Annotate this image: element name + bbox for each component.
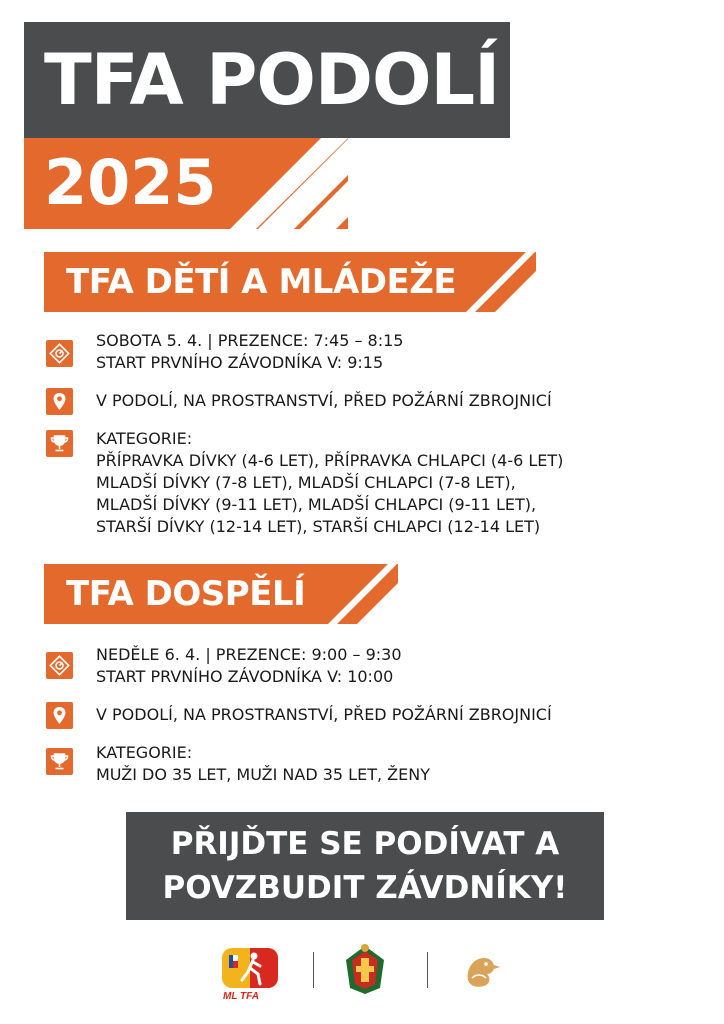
event-year: 2025 <box>44 146 217 219</box>
trophy-icon <box>46 430 73 457</box>
youth-category-line: PŘÍPRAVKA DÍVKY (4-6 LET), PŘÍPRAVKA CHLAPCI (4-6 LET) <box>96 451 564 470</box>
footer-divider <box>427 952 428 988</box>
footer-divider <box>313 952 314 988</box>
youth-categories-label: KATEGORIE: <box>96 429 193 448</box>
youth-category-line: MLADŠÍ DÍVKY (7-8 LET), MLADŠÍ CHLAPCI (7-8 LET), <box>96 473 516 492</box>
cta-line-1: PŘIJĎTE SE PODÍVAT A <box>170 826 560 862</box>
youth-category-line: STARŠÍ DÍVKY (12-14 LET), STARŠÍ CHLAPCI (12-14 LET) <box>96 517 541 536</box>
youth-schedule <box>96 330 403 374</box>
trophy-icon <box>46 748 73 775</box>
cta-line-2: POVZBUDIT ZÁVDNÍKY! <box>162 870 568 906</box>
map-pin-icon <box>46 702 73 729</box>
fire-brigade-emblem <box>340 942 390 996</box>
adults-category-line: MUŽI DO 35 LET, MUŽI NAD 35 LET, ŽENY <box>96 765 430 784</box>
adults-location: V PODOLÍ, NA PROSTRANSTVÍ, PŘED POŽÁRNÍ ZBROJNICÍ <box>96 705 552 724</box>
adults-categories-label: KATEGORIE: <box>96 743 193 762</box>
adults-categories <box>96 742 430 786</box>
adults-start-line: START PRVNÍHO ZÁVODNÍKA V: 10:00 <box>96 667 394 686</box>
adults-heading: TFA DOSPĚLÍ <box>66 574 306 614</box>
youth-start-line: START PRVNÍHO ZÁVODNÍKA V: 9:15 <box>96 353 384 372</box>
youth-location: V PODOLÍ, NA PROSTRANSTVÍ, PŘED POŽÁRNÍ ZBROJNICÍ <box>96 391 552 410</box>
stopwatch-icon <box>46 652 73 679</box>
adults-schedule <box>96 644 402 688</box>
youth-heading: TFA DĚTÍ A MLÁDEŽE <box>66 262 457 302</box>
cta-text <box>126 822 604 910</box>
youth-category-line: MLADŠÍ DÍVKY (9-11 LET), MLADŠÍ CHLAPCI (9-11 LET), <box>96 495 537 514</box>
youth-date-line: SOBOTA 5. 4. | PREZENCE: 7:45 – 8:15 <box>96 331 404 350</box>
adults-date-line: NEDĚLE 6. 4. | PREZENCE: 9:00 – 9:30 <box>96 645 402 664</box>
bird-logo-icon <box>460 950 502 990</box>
youth-categories <box>96 428 563 538</box>
map-pin-icon <box>46 388 73 415</box>
ml-tfa-logo <box>220 946 282 1000</box>
ml-tfa-logo-text: ML TFA <box>223 991 259 1000</box>
stopwatch-icon <box>46 340 73 367</box>
event-title: TFA PODOLÍ <box>44 39 500 121</box>
